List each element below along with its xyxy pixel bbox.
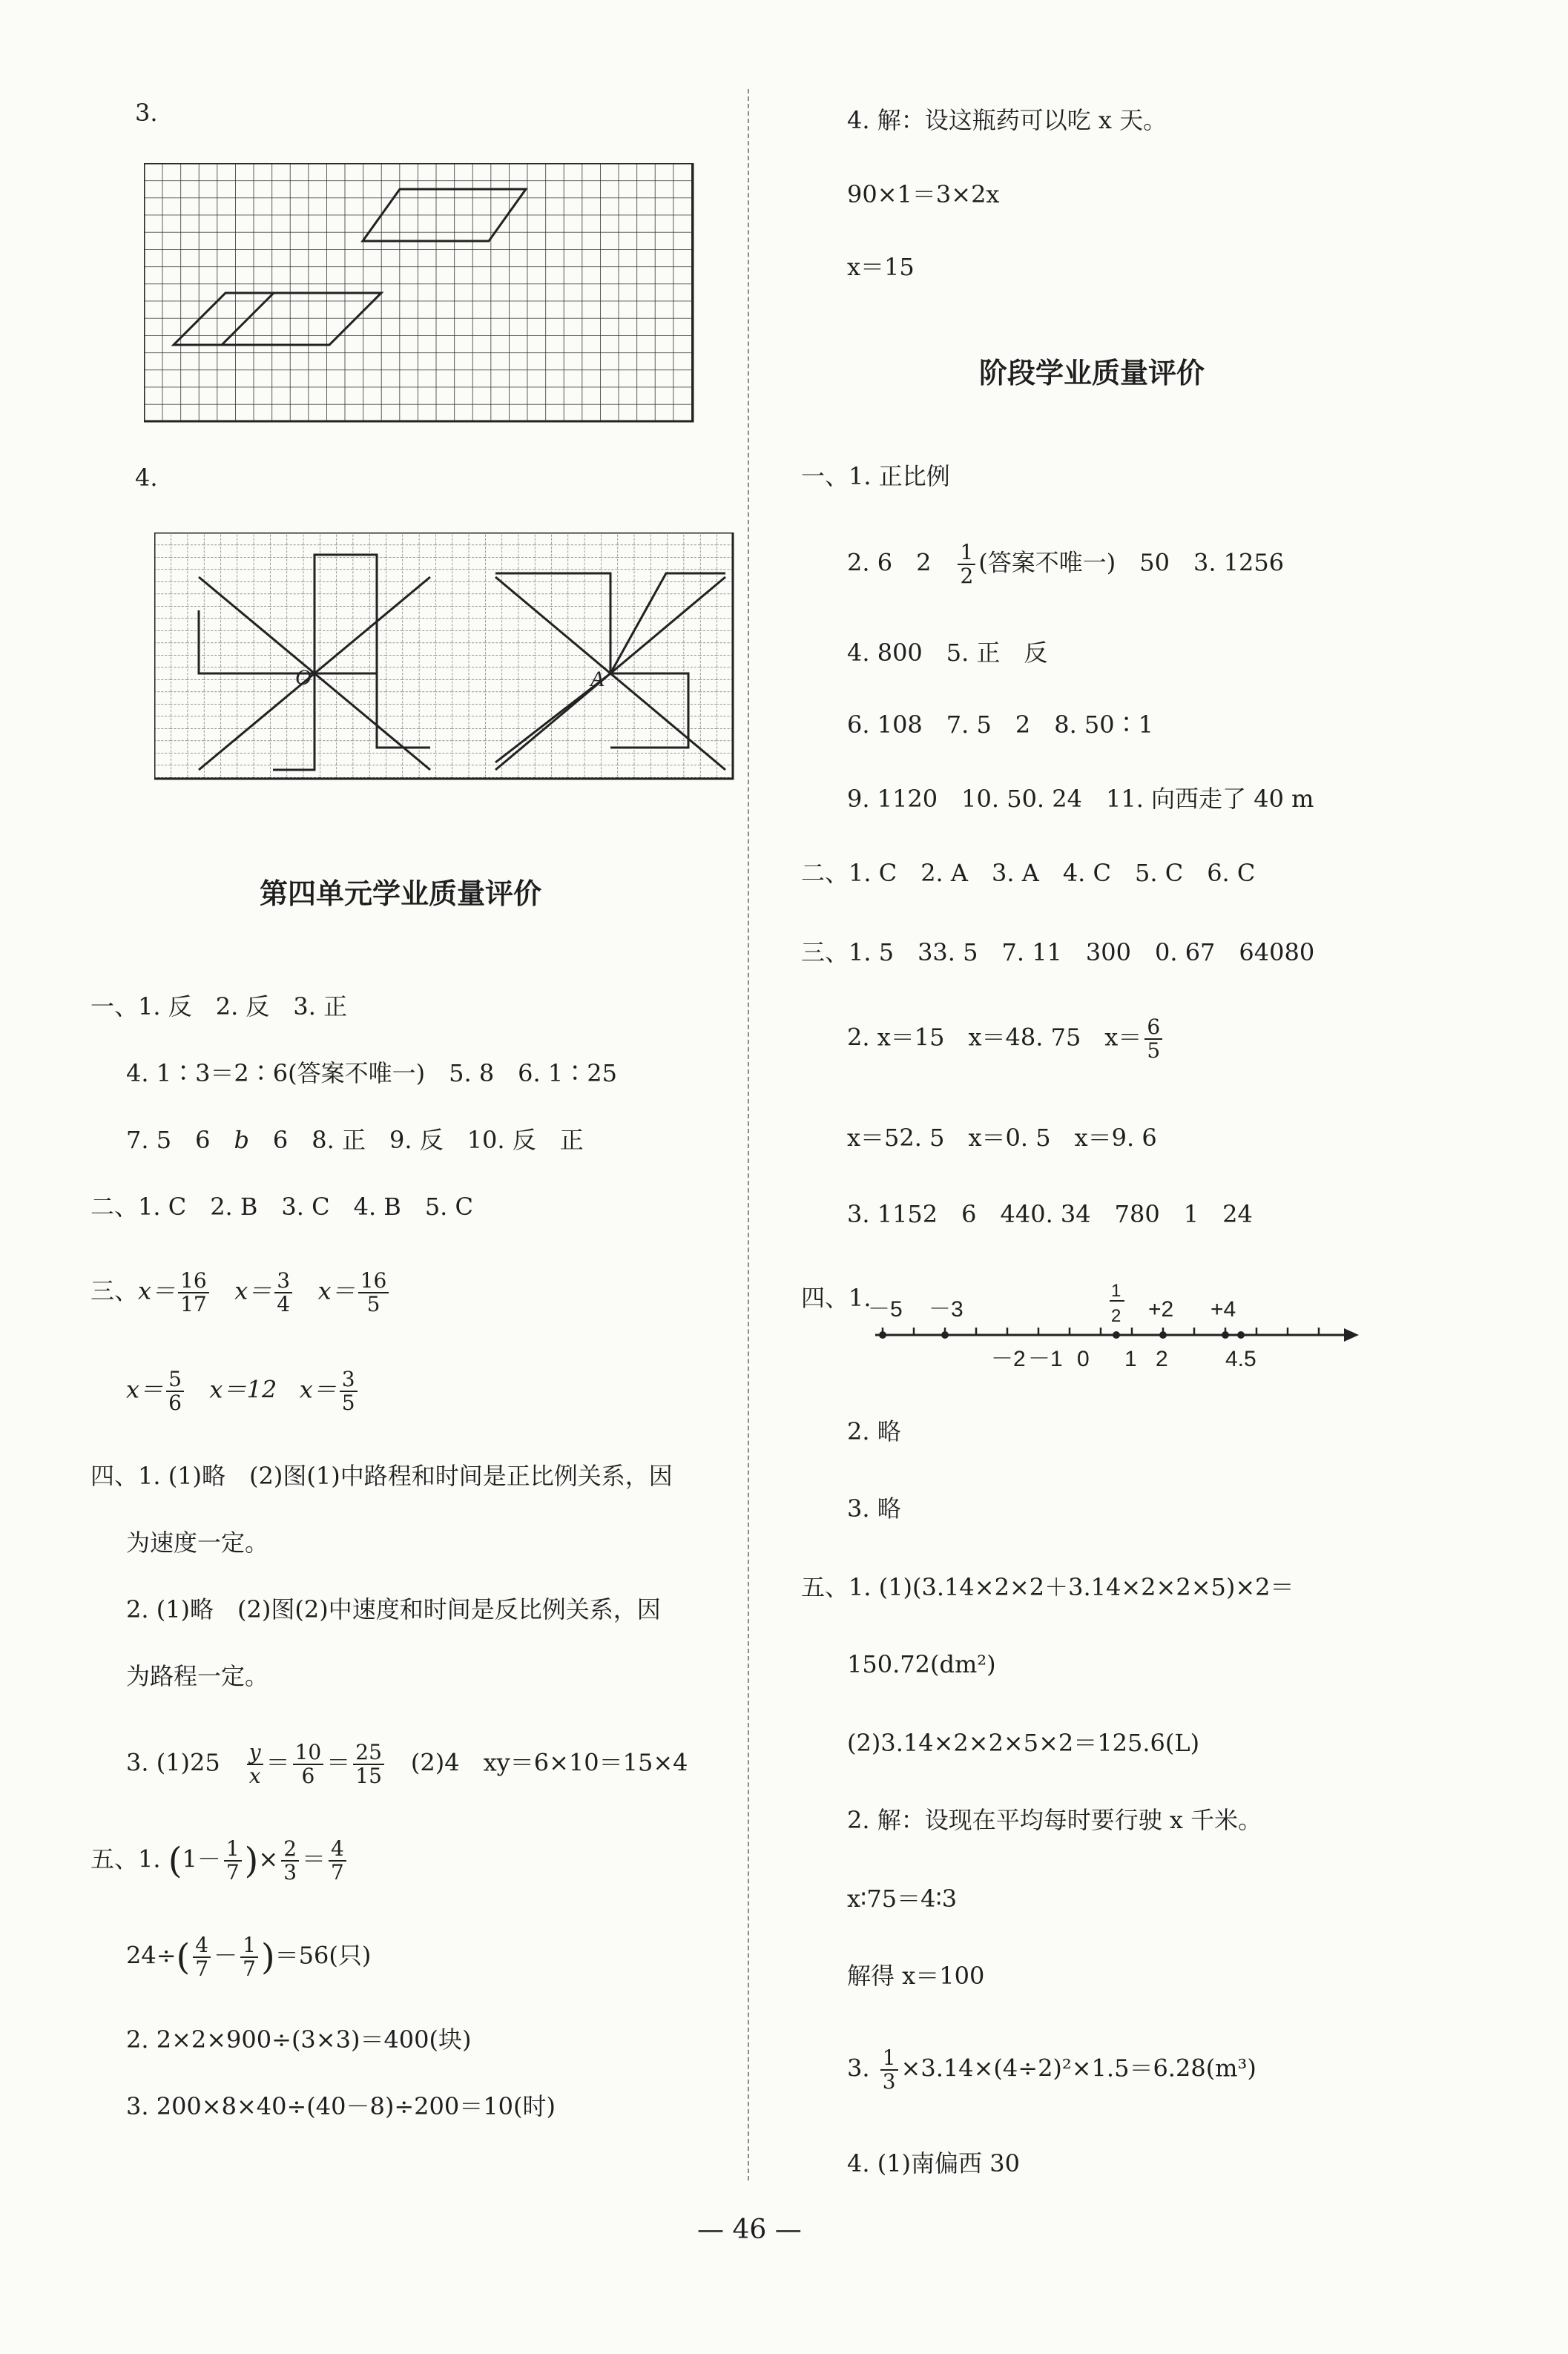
fraction: $\frac{3}{5}$ <box>340 1368 358 1414</box>
unit4-title: 第四单元学业质量评价 <box>260 877 542 910</box>
label-minus-2: －2 <box>991 1347 1026 1371</box>
number-line-label: 四、1. <box>801 1284 872 1312</box>
equation-lhs: x＝ <box>126 1375 164 1404</box>
point-minus-5 <box>879 1331 886 1339</box>
answer-line: 3. 略 <box>847 1494 901 1523</box>
answer-line: 2. 2×2×900÷(3×3)＝400(块) <box>126 2025 472 2054</box>
answer-line: 一、1. 正比例 <box>801 462 950 490</box>
number-line <box>860 1276 1372 1372</box>
answer-text: 24÷ <box>126 1941 177 1970</box>
label-4-5: 4.5 <box>1225 1347 1256 1371</box>
equation-lhs: x＝ <box>299 1375 337 1404</box>
answer-line <box>126 1124 584 1156</box>
label-minus-1: －1 <box>1028 1347 1063 1371</box>
answer-line: x＝52. 5 x＝0. 5 x＝9. 6 <box>847 1124 1157 1152</box>
equation-line: 24÷( $\frac{4}{7}$ － $\frac{1}{7}$ )＝56(只) <box>126 1933 372 1981</box>
answer-text: 2. 6 2 <box>847 548 955 577</box>
fraction: $\frac{10}{6}$ <box>293 1741 324 1787</box>
equation-line: 五、1. (1－ $\frac{1}{7}$ )× $\frac{2}{3}$ ＝ $\frac{4}{7}$ <box>90 1838 349 1884</box>
answer-line: 二、1. C 2. B 3. C 4. B 5. C <box>90 1193 474 1221</box>
point-half <box>1113 1331 1120 1339</box>
answer-line: 9. 1120 10. 50. 24 11. 向西走了 40 m <box>847 785 1314 813</box>
fraction: $\frac{5}{6}$ <box>166 1368 184 1414</box>
fraction: $\frac{1}{7}$ <box>224 1838 242 1884</box>
equals-sign: ＝ <box>266 1748 290 1777</box>
answer-line: 4. 1∶3＝2∶6(答案不唯一) 5. 8 6. 1∶25 <box>126 1059 617 1087</box>
answer-text: ＝56(只) <box>274 1941 372 1970</box>
answer-line: 2. 解：设现在平均每时要行驶 x 千米。 <box>847 1806 1262 1834</box>
fraction: $\frac{16}{5}$ <box>358 1270 389 1316</box>
answer-text: 1－ <box>182 1844 221 1873</box>
answer-line: 2. 略 <box>847 1417 901 1445</box>
point-a-label: A <box>590 667 605 691</box>
point-minus-3 <box>941 1331 949 1339</box>
label-plus-2: +2 <box>1148 1297 1174 1322</box>
column-divider <box>748 89 749 2180</box>
fraction: $\frac{25}{15}$ <box>353 1741 384 1787</box>
answer-line: 90×1＝3×2x <box>847 180 1000 208</box>
equals-sign: ＝ <box>302 1844 326 1873</box>
fraction: $\frac{6}{5}$ <box>1144 1016 1162 1062</box>
answer-line: 为路程一定。 <box>126 1662 269 1690</box>
answer-text: 3. <box>847 2054 877 2083</box>
point-4-5 <box>1237 1331 1245 1339</box>
answer-line: 一、1. 反 2. 反 3. 正 <box>90 992 348 1021</box>
equation-line <box>847 2047 1256 2093</box>
answer-line: 解得 x＝100 <box>847 1962 985 1990</box>
answer-line: 五、1. (1)(3.14×2×2＋3.14×2×2×5)×2＝ <box>801 1573 1294 1601</box>
equation-lhs: x＝ <box>234 1276 272 1305</box>
equation-line <box>126 1368 360 1414</box>
section-label: 三、 <box>90 1276 139 1305</box>
fraction: $\frac{4}{7}$ <box>193 1934 211 1980</box>
answer-text: 2. x＝15 x＝48. 75 x＝ <box>847 1023 1142 1052</box>
fraction: $\frac{y}{x}$ <box>247 1741 263 1787</box>
equation-lhs: x＝ <box>317 1276 355 1305</box>
equation-line <box>847 1016 1165 1062</box>
answer-line: 为速度一定。 <box>126 1529 269 1557</box>
answer-text: (答案不唯一) 50 3. 1256 <box>978 548 1285 577</box>
times-sign: × <box>258 1844 279 1873</box>
label-plus-4: +4 <box>1210 1297 1236 1322</box>
fraction: $\frac{1}{3}$ <box>880 2047 898 2093</box>
answer-line: 4. 800 5. 正 反 <box>847 639 1048 667</box>
point-plus-4 <box>1222 1331 1229 1339</box>
answer-line: 二、1. C 2. A 3. A 4. C 5. C 6. C <box>801 859 1256 887</box>
fraction: $\frac{1}{2}$ <box>958 541 975 587</box>
answer-text: ×3.14×(4÷2)²×1.5＝6.28(m³) <box>900 2054 1256 2083</box>
answer-line: x＝15 <box>847 253 915 281</box>
fraction: $\frac{2}{3}$ <box>281 1838 299 1884</box>
fraction: $\frac{1}{7}$ <box>240 1934 258 1980</box>
answer-text: 五、1. <box>90 1844 168 1873</box>
variable-b: b <box>234 1126 249 1154</box>
figure-3-grid <box>144 163 694 423</box>
answer-line: 4. (1)南偏西 30 <box>847 2149 1020 2177</box>
equals-sign: ＝ <box>326 1748 351 1777</box>
figure-4-grid <box>154 533 734 780</box>
answer-line <box>847 541 1284 587</box>
fraction: $\frac{4}{7}$ <box>329 1838 346 1884</box>
stage-title: 阶段学业质量评价 <box>979 356 1205 389</box>
answer-line: 3. 200×8×40÷(40－8)÷200＝10(时) <box>126 2092 556 2120</box>
label-half-num: 1 <box>1111 1281 1121 1301</box>
fraction: $\frac{16}{17}$ <box>178 1270 209 1316</box>
label-minus-3: －3 <box>929 1297 963 1322</box>
equation-lhs: x＝ <box>138 1276 176 1305</box>
point-plus-2 <box>1159 1331 1167 1339</box>
fraction: $\frac{3}{4}$ <box>274 1270 292 1316</box>
answer-line: 6. 108 7. 5 2 8. 50∶1 <box>847 711 1153 739</box>
equation-line <box>126 1741 688 1787</box>
figure-3-label: 3. <box>135 99 158 127</box>
answer-line: x∶75＝4∶3 <box>847 1885 958 1913</box>
page-number: — 46 — <box>697 2215 802 2245</box>
answer-text: 7. 5 6 <box>126 1126 234 1154</box>
answer-line: 三、1. 5 33. 5 7. 11 300 0. 67 64080 <box>801 938 1315 966</box>
answer-text: 6 8. 正 9. 反 10. 反 正 <box>248 1126 584 1154</box>
label-minus-5: －5 <box>868 1297 903 1322</box>
equation-line <box>90 1270 392 1316</box>
answer-text: 3. (1)25 <box>126 1748 244 1777</box>
label-0: 0 <box>1077 1347 1090 1371</box>
answer-line: 150.72(dm²) <box>847 1650 996 1678</box>
figure-4-label: 4. <box>135 464 158 492</box>
point-o-label: O <box>295 665 312 690</box>
answer-line: 2. (1)略 (2)图(2)中速度和时间是反比例关系，因 <box>126 1595 661 1623</box>
answer-line: (2)3.14×2×2×5×2＝125.6(L) <box>847 1729 1200 1757</box>
minus-sign: － <box>214 1941 238 1970</box>
label-half-den: 2 <box>1111 1306 1121 1326</box>
label-1: 1 <box>1124 1347 1137 1371</box>
equation-lhs: x＝12 <box>209 1375 277 1404</box>
answer-line: 3. 1152 6 440. 34 780 1 24 <box>847 1200 1253 1228</box>
arrow-icon <box>1344 1328 1359 1342</box>
answer-line: 4. 解：设这瓶药可以吃 x 天。 <box>847 106 1167 134</box>
label-2: 2 <box>1156 1347 1168 1371</box>
answer-text: (2)4 xy＝6×10＝15×4 <box>386 1748 688 1777</box>
answer-line: 四、1. (1)略 (2)图(1)中路程和时间是正比例关系，因 <box>90 1462 673 1490</box>
